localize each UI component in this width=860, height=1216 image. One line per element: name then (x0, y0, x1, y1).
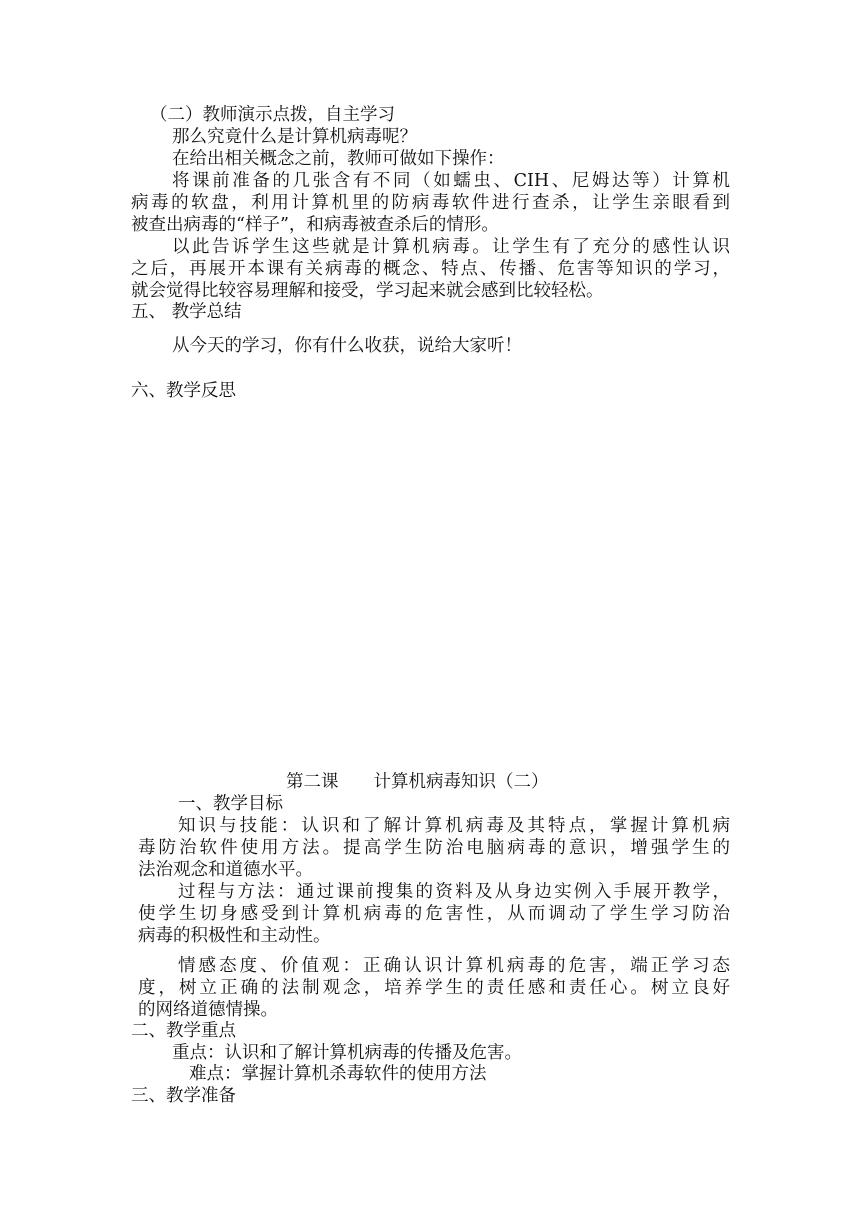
para-tell-line: 以此告诉学生这些就是计算机病毒。让学生有了充分的感性认识 (172, 237, 730, 257)
para-disk-line: 将课前准备的几张含有不同（如蠕虫、CIH、尼姆达等）计算机 (172, 171, 730, 191)
para-tell-line: 之后，再展开本课有关病毒的概念、特点、传播、危害等知识的学习， (131, 259, 730, 279)
question-line: 那么究竟什么是计算机病毒呢？ (172, 127, 417, 147)
para-disk-line: 病毒的软盘，利用计算机里的防病毒软件进行查杀，让学生亲眼看到 (131, 193, 730, 213)
lesson-title: 第二课 计算机病毒知识（二） (286, 772, 549, 792)
section-5-heading: 五、 教学总结 (131, 302, 242, 322)
process-line: 过程与方法：通过课前搜集的资料及从身边实例入手展开教学， (178, 882, 730, 902)
para-disk-line: 被查出病毒的“样子”，和病毒被查杀后的情形。 (131, 215, 499, 235)
knowledge-line: 毒防治软件使用方法。提高学生防治电脑病毒的意识，增强学生的 (138, 838, 730, 858)
section-3-heading: 三、教学准备 (131, 1086, 236, 1106)
emotion-line: 度，树立正确的法制观念，培养学生的责任感和责任心。树立良好 (138, 978, 730, 998)
difficult-point-line: 难点：掌握计算机杀毒软件的使用方法 (189, 1064, 487, 1084)
knowledge-line: 法治观念和道德水平。 (138, 860, 313, 880)
section-2-heading: 二、教学重点 (131, 1021, 236, 1041)
para-tell-line: 就会觉得比较容易理解和接受，学习起来就会感到比较轻松。 (131, 281, 604, 301)
key-point-line: 重点：认识和了解计算机病毒的传播及危害。 (172, 1043, 522, 1063)
section-6-heading: 六、教学反思 (131, 381, 236, 401)
process-line: 病毒的积极性和主动性。 (138, 926, 331, 946)
before-concept-line: 在给出相关概念之前，教师可做如下操作： (172, 149, 505, 169)
section-1-heading: 一、教学目标 (178, 794, 283, 814)
emotion-line: 的网络道德情操。 (138, 1000, 278, 1020)
heading-teacher-demo: （二）教师演示点拨，自主学习 (150, 105, 395, 125)
process-line: 使学生切身感受到计算机病毒的危害性，从而调动了学生学习防治 (138, 904, 730, 924)
knowledge-line: 知识与技能：认识和了解计算机病毒及其特点，掌握计算机病 (178, 816, 730, 836)
emotion-line: 情感态度、价值观：正确认识计算机病毒的危害，端正学习态 (178, 956, 730, 976)
summary-line: 从今天的学习，你有什么收获，说给大家听！ (172, 336, 522, 356)
